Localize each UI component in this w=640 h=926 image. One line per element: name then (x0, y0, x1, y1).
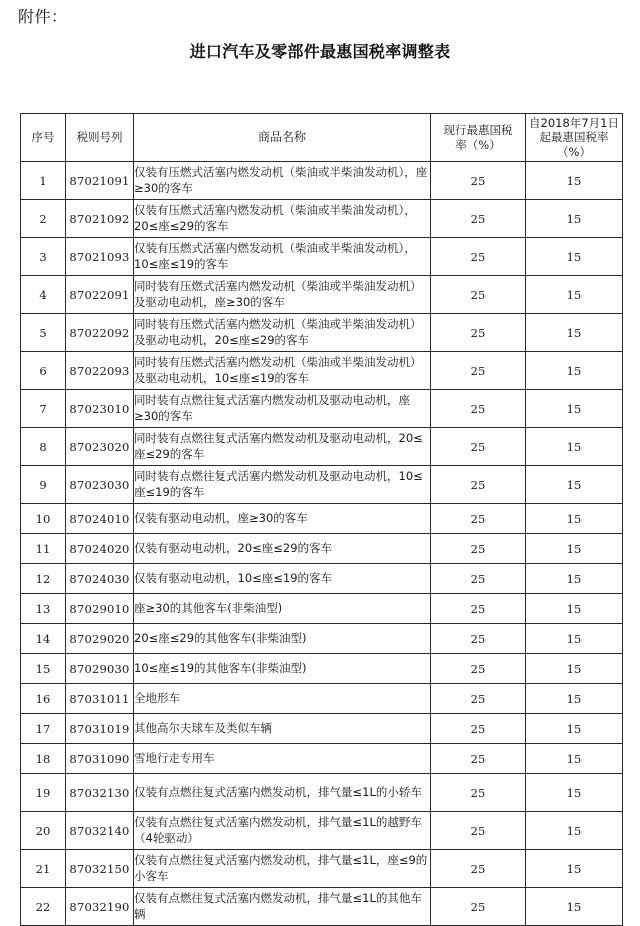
cell-current-rate: 25 (431, 850, 526, 888)
cell-seq: 17 (21, 714, 66, 744)
cell-new-rate: 15 (526, 744, 623, 774)
cell-new-rate: 15 (526, 812, 623, 850)
cell-new-rate: 15 (526, 504, 623, 534)
table-row (21, 684, 623, 714)
cell-new-rate: 15 (526, 594, 623, 624)
new-rate-line-1: 自2018年7月1日 (529, 115, 619, 130)
table-row (21, 534, 623, 564)
cell-goods-name: 仅装有驱动电动机，座≥30的客车 (134, 504, 431, 534)
cell-new-rate: 15 (526, 390, 623, 428)
cell-current-rate: 25 (431, 162, 526, 200)
cell-seq: 5 (21, 314, 66, 352)
table-header-row (21, 114, 623, 162)
cell-goods-name: 仅装有点燃往复式活塞内燃发动机，排气量≤1L的其他车辆 (134, 888, 431, 926)
cell-seq: 16 (21, 684, 66, 714)
cell-goods-name: 20≤座≤29的其他客车(非柴油型) (134, 624, 431, 654)
cell-goods-name: 仅装有驱动电动机，20≤座≤29的客车 (134, 534, 431, 564)
cell-new-rate: 15 (526, 714, 623, 744)
cell-seq: 20 (21, 812, 66, 850)
current-rate-line-1: 现行最惠国税 (443, 123, 513, 137)
table-row (21, 564, 623, 594)
cell-seq: 8 (21, 428, 66, 466)
cell-goods-name: 其他高尔夫球车及类似车辆 (134, 714, 431, 744)
cell-tariff-code: 87032190 (66, 888, 134, 926)
table-row (21, 504, 623, 534)
cell-new-rate: 15 (526, 888, 623, 926)
cell-seq: 22 (21, 888, 66, 926)
cell-current-rate: 25 (431, 564, 526, 594)
cell-current-rate: 25 (431, 466, 526, 504)
cell-new-rate: 15 (526, 162, 623, 200)
cell-seq: 7 (21, 390, 66, 428)
cell-seq: 13 (21, 594, 66, 624)
table-row (21, 200, 623, 238)
cell-seq: 18 (21, 744, 66, 774)
table-body (21, 162, 623, 926)
table-row (21, 850, 623, 888)
cell-current-rate: 25 (431, 314, 526, 352)
cell-tariff-code: 87023020 (66, 428, 134, 466)
cell-seq: 19 (21, 774, 66, 812)
table-row (21, 744, 623, 774)
table-row (21, 888, 623, 926)
column-header-current-rate (431, 114, 526, 162)
table-row (21, 352, 623, 390)
table-row (21, 624, 623, 654)
cell-tariff-code: 87021091 (66, 162, 134, 200)
cell-current-rate: 25 (431, 534, 526, 564)
cell-new-rate: 15 (526, 352, 623, 390)
cell-tariff-code: 87032140 (66, 812, 134, 850)
cell-new-rate: 15 (526, 654, 623, 684)
cell-current-rate: 25 (431, 744, 526, 774)
cell-current-rate: 25 (431, 624, 526, 654)
current-rate-line-2: 率（%） (455, 137, 501, 152)
table-row (21, 314, 623, 352)
cell-tariff-code: 87029030 (66, 654, 134, 684)
cell-goods-name: 同时装有点燃往复式活塞内燃发动机及驱动电动机，10≤座≤19的客车 (134, 466, 431, 504)
cell-tariff-code: 87024020 (66, 534, 134, 564)
cell-current-rate: 25 (431, 774, 526, 812)
cell-seq: 1 (21, 162, 66, 200)
table-row (21, 390, 623, 428)
cell-seq: 14 (21, 624, 66, 654)
cell-seq: 9 (21, 466, 66, 504)
cell-tariff-code: 87024010 (66, 504, 134, 534)
column-header-tariff-code: 税则号列 (66, 114, 134, 162)
table-row (21, 594, 623, 624)
cell-current-rate: 25 (431, 200, 526, 238)
cell-seq: 10 (21, 504, 66, 534)
cell-new-rate: 15 (526, 624, 623, 654)
column-header-goods-name: 商品名称 (134, 114, 431, 162)
cell-new-rate: 15 (526, 314, 623, 352)
cell-seq: 21 (21, 850, 66, 888)
cell-new-rate: 15 (526, 200, 623, 238)
cell-goods-name: 仅装有点燃往复式活塞内燃发动机，排气量≤1L的小轿车 (134, 774, 431, 812)
cell-current-rate: 25 (431, 238, 526, 276)
cell-goods-name: 仅装有压燃式活塞内燃发动机（柴油或半柴油发动机），20≤座≤29的客车 (134, 200, 431, 238)
cell-current-rate: 25 (431, 276, 526, 314)
cell-goods-name: 全地形车 (134, 684, 431, 714)
table-row (21, 714, 623, 744)
cell-tariff-code: 87023010 (66, 390, 134, 428)
cell-new-rate: 15 (526, 466, 623, 504)
cell-tariff-code: 87031090 (66, 744, 134, 774)
attachment-label: 附件： (18, 7, 68, 26)
cell-tariff-code: 87024030 (66, 564, 134, 594)
cell-seq: 6 (21, 352, 66, 390)
cell-seq: 3 (21, 238, 66, 276)
cell-new-rate: 15 (526, 774, 623, 812)
tariff-table-container (20, 113, 622, 926)
cell-goods-name: 仅装有压燃式活塞内燃发动机（柴油或半柴油发动机），10≤座≤19的客车 (134, 238, 431, 276)
cell-tariff-code: 87031011 (66, 684, 134, 714)
table-row (21, 466, 623, 504)
cell-new-rate: 15 (526, 238, 623, 276)
table-row (21, 654, 623, 684)
cell-current-rate: 25 (431, 714, 526, 744)
cell-current-rate: 25 (431, 504, 526, 534)
cell-goods-name: 仅装有驱动电动机，10≤座≤19的客车 (134, 564, 431, 594)
cell-tariff-code: 87029020 (66, 624, 134, 654)
table-row (21, 162, 623, 200)
cell-goods-name: 同时装有压燃式活塞内燃发动机（柴油或半柴油发动机）及驱动电动机，20≤座≤29的客车 (134, 314, 431, 352)
cell-current-rate: 25 (431, 390, 526, 428)
cell-new-rate: 15 (526, 276, 623, 314)
cell-current-rate: 25 (431, 352, 526, 390)
cell-seq: 4 (21, 276, 66, 314)
cell-tariff-code: 87023030 (66, 466, 134, 504)
cell-tariff-code: 87021092 (66, 200, 134, 238)
cell-new-rate: 15 (526, 850, 623, 888)
cell-new-rate: 15 (526, 534, 623, 564)
cell-seq: 2 (21, 200, 66, 238)
cell-seq: 15 (21, 654, 66, 684)
cell-goods-name: 10≤座≤19的其他客车(非柴油型) (134, 654, 431, 684)
cell-new-rate: 15 (526, 684, 623, 714)
column-header-new-rate (526, 114, 623, 162)
cell-current-rate: 25 (431, 888, 526, 926)
table-row (21, 812, 623, 850)
cell-tariff-code: 87032130 (66, 774, 134, 812)
cell-tariff-code: 87022092 (66, 314, 134, 352)
cell-goods-name: 仅装有点燃往复式活塞内燃发动机，排气量≤1L的越野车（4轮驱动） (134, 812, 431, 850)
table-row (21, 276, 623, 314)
cell-tariff-code: 87021093 (66, 238, 134, 276)
cell-tariff-code: 87029010 (66, 594, 134, 624)
new-rate-line-2: 起最惠国税率 (539, 130, 609, 145)
cell-current-rate: 25 (431, 654, 526, 684)
cell-seq: 11 (21, 534, 66, 564)
page-title: 进口汽车及零部件最惠国税率调整表 (189, 42, 451, 61)
cell-goods-name: 仅装有压燃式活塞内燃发动机（柴油或半柴油发动机），座≥30的客车 (134, 162, 431, 200)
cell-goods-name: 同时装有点燃往复式活塞内燃发动机及驱动电动机，20≤座≤29的客车 (134, 428, 431, 466)
new-rate-line-3: （%） (557, 144, 591, 159)
cell-seq: 12 (21, 564, 66, 594)
cell-current-rate: 25 (431, 428, 526, 466)
table-row (21, 238, 623, 276)
table-row (21, 428, 623, 466)
cell-tariff-code: 87032150 (66, 850, 134, 888)
cell-goods-name: 雪地行走专用车 (134, 744, 431, 774)
table-row (21, 774, 623, 812)
cell-current-rate: 25 (431, 594, 526, 624)
column-header-seq: 序号 (21, 114, 66, 162)
cell-goods-name: 同时装有压燃式活塞内燃发动机（柴油或半柴油发动机）及驱动电动机，座≥30的客车 (134, 276, 431, 314)
cell-goods-name: 同时装有压燃式活塞内燃发动机（柴油或半柴油发动机）及驱动电动机，10≤座≤19的客车 (134, 352, 431, 390)
cell-goods-name: 同时装有点燃往复式活塞内燃发动机及驱动电动机，座≥30的客车 (134, 390, 431, 428)
cell-tariff-code: 87022091 (66, 276, 134, 314)
cell-current-rate: 25 (431, 812, 526, 850)
cell-tariff-code: 87031019 (66, 714, 134, 744)
cell-current-rate: 25 (431, 684, 526, 714)
cell-goods-name: 座≥30的其他客车(非柴油型) (134, 594, 431, 624)
cell-new-rate: 15 (526, 564, 623, 594)
cell-new-rate: 15 (526, 428, 623, 466)
cell-goods-name: 仅装有点燃往复式活塞内燃发动机，排气量≤1L，座≤9的小客车 (134, 850, 431, 888)
cell-tariff-code: 87022093 (66, 352, 134, 390)
tariff-rate-table (20, 113, 623, 926)
table-header (21, 114, 623, 162)
